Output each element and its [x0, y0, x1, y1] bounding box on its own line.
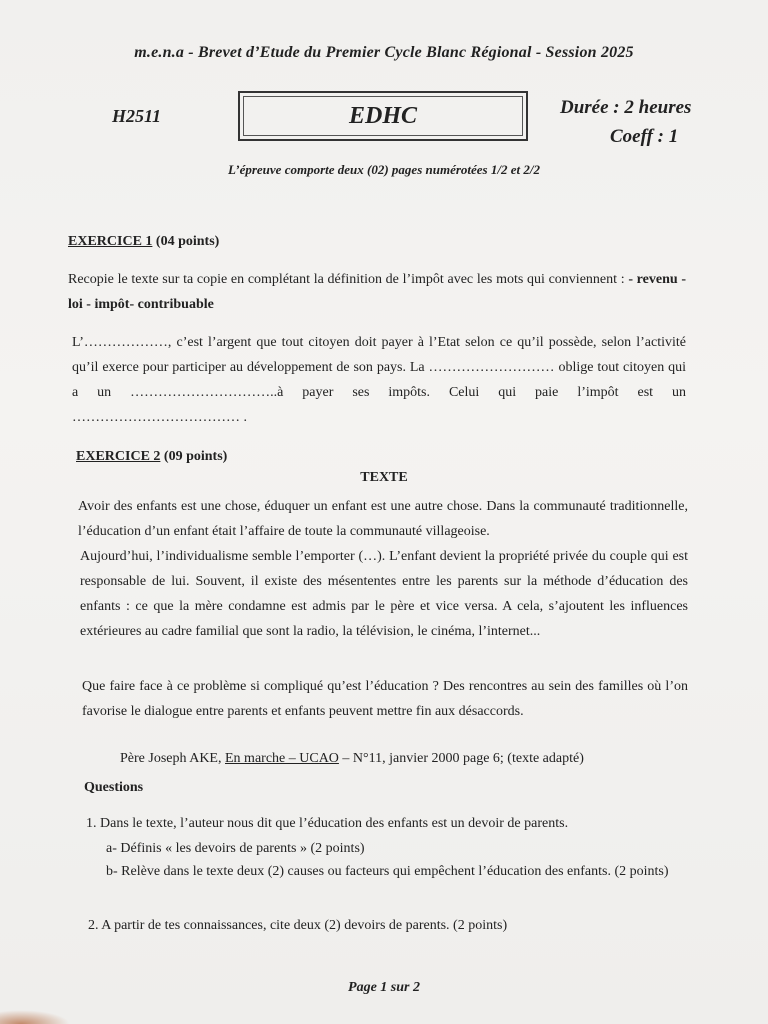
text-paragraph-2: Aujourd’hui, l’individualisme semble l’emporter (…). L’enfant devient la propriété privée du couple qui est responsable de lui. Souvent, il existe des mésententes entre les parents sur la méthode d’éducation des enfants : ce que la mère condamne est admis par le père et vice versa. A cela, s’ajoutent les influences extérieures au cadre familial que sont la radio, la télévision, le cinéma, l’internet...: [80, 549, 688, 639]
questions-title: Questions: [84, 780, 144, 795]
duration: Durée : 2 heures: [560, 97, 692, 118]
instructions-text: Recopie le texte sur ta copie en complétant la définition de l’impôt avec les mots qui conviennent :: [68, 272, 625, 287]
subject-title: EDHC: [348, 102, 417, 129]
question-1a: a- Définis « les devoirs de parents » (2 points): [106, 841, 365, 856]
exam-code: H2511: [112, 106, 162, 126]
exercise-1-heading: [68, 234, 219, 250]
exercise-2-points: (09 points): [163, 449, 228, 464]
exercise-1-title: EXERCICE 1: [68, 234, 153, 249]
source-author: Père Joseph AKE,: [120, 751, 225, 766]
text-paragraph-1: Avoir des enfants est une chose, éduquer un enfant est une autre chose. Dans la communauté traditionnelle, l’éducation d’un enfant était l’affaire de toute la communauté villageoise.: [78, 499, 688, 539]
subject-box: [238, 91, 528, 141]
exercise-2-title: EXERCICE 2: [76, 449, 161, 464]
question-2: 2. A partir de tes connaissances, cite deux (2) devoirs de parents. (2 points): [88, 918, 508, 933]
text-paragraph-3: Que faire face à ce problème si compliqué qu’est l’éducation ? Des rencontres au sein des familles où l’on favorise le dialogue entre parents et enfants peuvent mettre fin aux désaccords.: [82, 679, 688, 719]
question-1b: b- Relève dans le texte deux (2) causes ou facteurs qui empêchent l’éducation des enfants. (2 points): [106, 864, 669, 879]
word-list: - revenu - loi - impôt- contribuable: [68, 272, 686, 312]
exercise-1-fill-text: L’………………, c’est l’argent que tout citoyen doit payer à l’Etat selon ce qu’il possède, selon l’activité qu’il exerce pour participer au développement de son pays. La ……………………… oblige tout citoyen qui a un …………………………..à payer ses impôts. Celui qui paie l’impôt est un ……………………………… .: [72, 335, 686, 425]
source-details: – N°11, janvier 2000 page 6; (texte adapté): [338, 751, 584, 766]
coefficient: Coeff : 1: [610, 126, 679, 147]
paper-stain: [0, 1010, 70, 1024]
page-number: Page 1 sur 2: [348, 980, 420, 995]
exam-header: m.e.n.a - Brevet d’Etude du Premier Cycle Blanc Régional - Session 2025: [134, 44, 634, 61]
exercise-1-points: (04 points): [155, 234, 220, 249]
source-publication: En marche – UCAO: [225, 751, 339, 766]
exercise-1-instructions: [68, 267, 686, 317]
texte-title: TEXTE: [360, 470, 408, 485]
exercise-2-heading: [76, 449, 227, 465]
question-1: 1. Dans le texte, l’auteur nous dit que l’éducation des enfants est un devoir de parents.: [86, 816, 569, 831]
pages-note: L’épreuve comporte deux (02) pages numérotées 1/2 et 2/2: [228, 162, 540, 177]
text-source: [120, 751, 584, 767]
